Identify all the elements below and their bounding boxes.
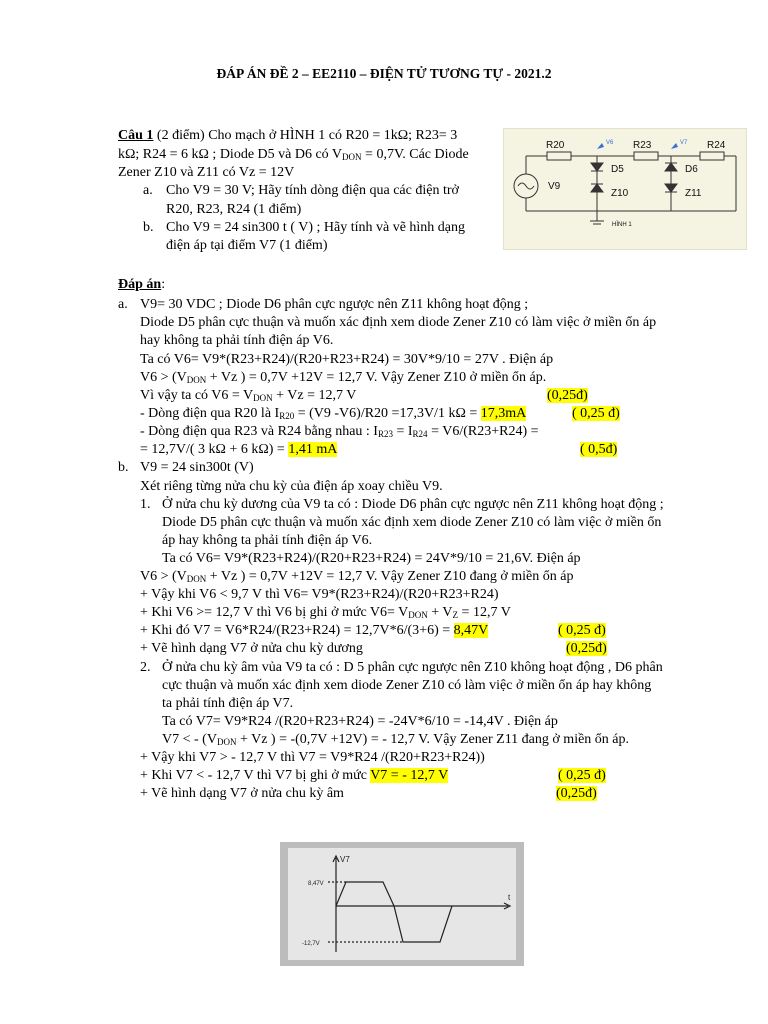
answer-b-line-16: V7 < - ($V_{DON} + Vz$ ) = -(0,7V +12V) = - 12,7 V. Vậy Zener Z11 đang ở miền ổn áp. [162,732,630,747]
answer-a-line-4: Ta có V6= V9*(R23+R24)/(R20+R23+R24) = 30V*9/10 = 27V . Điện áp [140,352,554,367]
answer-b-line-10: + Khi đó V7 = V6*R24/(R23+R24) = 12,7V*6/(3+6) = 8,47V [140,623,489,638]
answer-a-line-6: Vì vậy ta có $V6 = V_{DON} + Vz = 12,7$ V [140,388,357,403]
answer-b-line-15: Ta có V7= V9*R24 /(R20+R23+R24) = -24V*6/10 = -14,4V . Điện áp [162,714,558,729]
label-r24: R24 [707,140,726,151]
label-figure: HÌNH 1 [612,222,632,228]
label-z11: Z11 [685,188,702,199]
answer-b-line-7: $V6 > (V_{DON} + Vz$ ) = 0,7V +12V = 12,7 V. Vậy Zener Z10 đang ở miền ổn áp [140,569,574,584]
answer-b-line-4: Diode D5 phân cực thuận và muốn xác định xem diode Zener Z10 có làm việc ở miền ổn [162,515,662,530]
result-v7-positive: 8,47V [453,623,489,638]
answer-b-line-13: cực thuận và muốn xác định xem diode Zener Z10 có làm việc ở miền ổn áp hay không [162,678,652,693]
question-b-line-2: điện áp tại điểm V7 (1 điểm) [166,238,328,253]
circuit-diagram [504,129,746,249]
label-d6: D6 [685,164,698,175]
result-v7-negative: V7 = - 12,7 V [370,768,449,783]
answer-b-line-12: Ở nửa chu kỳ âm vủa V9 ta có : D 5 phân cực ngược nên Z10 không hoạt động , D6 phân [162,660,663,675]
question-b-line-1: Cho V9 = 24 sin300 t ( V) ; Hãy tính và vẽ hình dạng [166,220,466,235]
page-title: ĐÁP ÁN ĐỀ 2 – EE2110 – ĐIỆN TỬ TƯƠNG TỰ - 2021.2 [216,66,552,81]
result-ir23: 1,41 mA [288,442,338,457]
question-line-2: kΩ; R24 = 6 kΩ ; Diode D5 và D6 có $V_{DON} = 0,7V$. Các Diode [118,147,469,162]
question-a-line-2: R20, R23, R24 (1 điểm) [166,202,302,217]
answer-b-marker: b. [118,460,129,475]
answer-heading: Đáp án: [118,277,166,292]
label-v7: V7 [680,140,688,146]
answer-b-line-9: + Khi V6 >= 12,7 V thì V6 bị ghi ở mức $V6= V_{DON} + V_Z = 12,7$ V [140,605,511,620]
answer-b-line-3: Ở nửa chu kỳ dương của V9 ta có : Diode D6 phân cực ngược nên Z11 không hoạt động ; [162,497,664,512]
answer-a-line-5: $V6 > (V_{DON} + Vz$ ) = 0,7V +12V = 12,7 V. Vậy Zener Z10 ở miền ổn áp. [140,370,547,385]
question-a-marker: a. [143,183,153,198]
score-a-1: (0,25đ) [547,388,588,403]
answer-a-line-3: hay không ta phải tính điện áp V6. [140,333,334,348]
answer-a-line-2: Diode D5 phân cực thuận và muốn xác định xem diode Zener Z10 có làm việc ở miền ổn áp [140,315,657,330]
label-v9: V9 [548,181,561,192]
question-line-3: Zener Z10 và Z11 có Vz = 12V [118,165,295,180]
graph-label-negative: -12,7V [302,941,320,947]
waveform-sketch [280,842,524,966]
answer-b-line-11: + Vẽ hình dạng V7 ở nửa chu kỳ dương [140,641,363,656]
question-line-1: Câu 1 (2 điểm) Cho mạch ở HÌNH 1 có R20 = 1kΩ; R23= 3 [118,128,458,143]
answer-b-line-18: + Khi V7 < - 12,7 V thì V7 bị ghi ở mức V7 = - 12,7 V [140,768,449,783]
label-z10: Z10 [611,188,629,199]
answer-a-line-9: = 12,7V/( 3 kΩ + 6 kΩ) = 1,41 mA [140,442,338,457]
answer-a-line-7: - Dòng điện qua R20 là $I_{R20} = (V9$ -V6)/R20 =17,3V/1 kΩ = 17,3mA [140,406,527,421]
answer-b-num-1: 1. [140,497,151,512]
label-r23: R23 [633,140,652,151]
answer-b-line-8: + Vậy khi V6 < 9,7 V thì V6= V9*(R23+R24)/(R20+R23+R24) [140,587,499,602]
answer-b-num-2: 2. [140,660,151,675]
graph-label-v7: V7 [340,855,350,864]
answer-b-line-19: + Vẽ hình dạng V7 ở nửa chu kỳ âm [140,786,344,801]
question-a-line-1: Cho V9 = 30 V; Hãy tính dòng điện qua các điện trở [166,183,459,198]
graph-label-t: t [508,893,511,902]
score-b-1: ( 0,25 đ) [558,623,606,638]
answer-a-line-1: V9= 30 VDC ; Diode D6 phân cực ngược nên Z11 không hoạt động ; [140,297,529,312]
question-label: Câu 1 [118,128,154,143]
graph-label-positive: 8,47V [308,881,324,887]
label-d5: D5 [611,164,624,175]
circuit-figure [503,128,747,250]
answer-b-line-1: V9 = 24 sin300t (V) [140,460,254,475]
score-b-3: ( 0,25 đ) [558,768,606,783]
answer-b-line-14: ta phải tính điện áp V7. [162,696,294,711]
answer-a-line-8: - Dòng điện qua R23 và R24 bằng nhau : $I_{R23} = I_{R24} = V6/(R23+R24)$ = [140,424,539,439]
answer-b-line-2: Xét riêng từng nửa chu kỳ của điện áp xoay chiều V9. [140,479,443,494]
result-ir20: 17,3mA [480,406,527,421]
score-a-3: ( 0,5đ) [580,442,618,457]
score-b-2: (0,25đ) [566,641,607,656]
waveform-photo [280,842,524,966]
answer-b-line-6: Ta có V6= V9*(R23+R24)/(R20+R23+R24) = 24V*9/10 = 21,6V. Điện áp [162,551,581,566]
label-v6: V6 [606,140,614,146]
question-b-marker: b. [143,220,154,235]
score-a-2: ( 0,25 đ) [572,406,620,421]
answer-a-marker: a. [118,297,128,312]
score-b-4: (0,25đ) [556,786,597,801]
answer-b-line-5: áp hay không ta phải tính điện áp V6. [162,533,373,548]
answer-b-line-17: + Vậy khi V7 > - 12,7 V thì V7 = V9*R24 /(R20+R23+R24)) [140,750,485,765]
label-r20: R20 [546,140,565,151]
